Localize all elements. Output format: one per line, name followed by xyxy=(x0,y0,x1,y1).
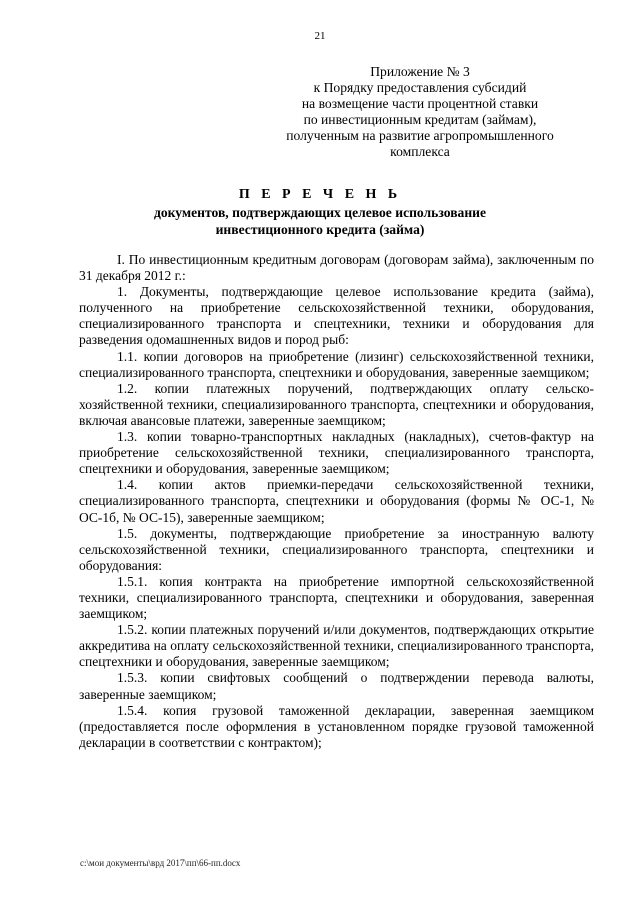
paragraph-item-1-2: 1.2. копии платежных поручений, подтверждающих оплату сельско-хозяйственной техники, специализированного транспорта, спецтехники и оборудования, включая авансовые платежи, заверенные заемщиком; xyxy=(79,380,594,428)
appendix-line: полученным на развитие агропромышленного xyxy=(286,128,554,143)
paragraph-item-1: 1. Документы, подтверждающие целевое использование кредита (займа), полученного на приобретение сельскохозяйственной техники, оборудования, специализированного транспорта и спецтехники, техники и оборудования для разведения одомашненных видов и пород рыб: xyxy=(79,284,594,348)
document-subtitle-line-2: инвестиционного кредита (займа) xyxy=(215,222,425,237)
paragraph-item-1-5-3: 1.5.3. копии свифтовых сообщений о подтверждении перевода валюты, заверенные заемщиком; xyxy=(79,670,594,702)
paragraph-item-1-3: 1.3. копии товарно-транспортных накладных (накладных), счетов-фактур на приобретение сельскохозяйственной техники, специализированного транспорта, спецтехники и оборудования, заверенные заемщиком; xyxy=(79,429,594,477)
page-number: 21 xyxy=(314,30,326,42)
paragraph-item-1-5-1: 1.5.1. копия контракта на приобретение импортной сельскохозяйственной техники, специализированного транспорта, спецтехники и оборудования, заверенная заемщиком; xyxy=(79,573,594,622)
paragraph-item-1-5-4: 1.5.4. копия грузовой таможенной декларации, заверенная заемщиком (предоставляется после оформления в установленном порядке грузовой таможенной декларации в соответствии с контрактом); xyxy=(79,702,594,750)
paragraph-item-1-5-2: 1.5.2. копии платежных поручений и/или документов, подтверждающих открытие аккредитива на оплату сельскохозяйственной техники, специализированного транспорта, спецтехники и оборудования, заверенные заемщиком; xyxy=(79,622,594,670)
appendix-line: на возмещение части процентной ставки xyxy=(301,96,539,111)
paragraph-item-1-5: 1.5. документы, подтверждающие приобретение за иностранную валюту сельскохозяйственной техники, специализированного транспорта, спецтехники и оборудования: xyxy=(79,525,594,573)
document-title: П Е Р Е Ч Е Н Ь xyxy=(238,187,402,202)
appendix-line: Приложение № 3 xyxy=(370,64,470,79)
paragraph-section-1: I. По инвестиционным кредитным договорам (договорам займа), заключенным по 31 декабря 2012 г.: xyxy=(79,252,594,284)
appendix-line: к Порядку предоставления субсидий xyxy=(313,80,527,95)
appendix-line: по инвестиционным кредитам (займам), xyxy=(303,112,537,127)
document-heading xyxy=(0,186,640,238)
document-subtitle-line-1: документов, подтверждающих целевое использование xyxy=(153,205,487,220)
paragraph-item-1-4: 1.4. копии актов приемки-передачи сельскохозяйственной техники, специализированного транспорта, спецтехники и оборудования (формы № ОС-1, № ОС-1б, № ОС-15), заверенные заемщиком; xyxy=(79,477,594,525)
appendix-line: комплекса xyxy=(390,144,450,159)
appendix-block xyxy=(255,64,585,160)
paragraph-item-1-1: 1.1. копии договоров на приобретение (лизинг) сельскохозяйственной техники, специализированного транспорта, спецтехники и оборудования, заверенные заемщиком; xyxy=(79,348,594,380)
footer-file-path: c:\мои документы\врд 2017\пп\66-пп.docx xyxy=(80,858,241,868)
document-body xyxy=(79,252,594,751)
